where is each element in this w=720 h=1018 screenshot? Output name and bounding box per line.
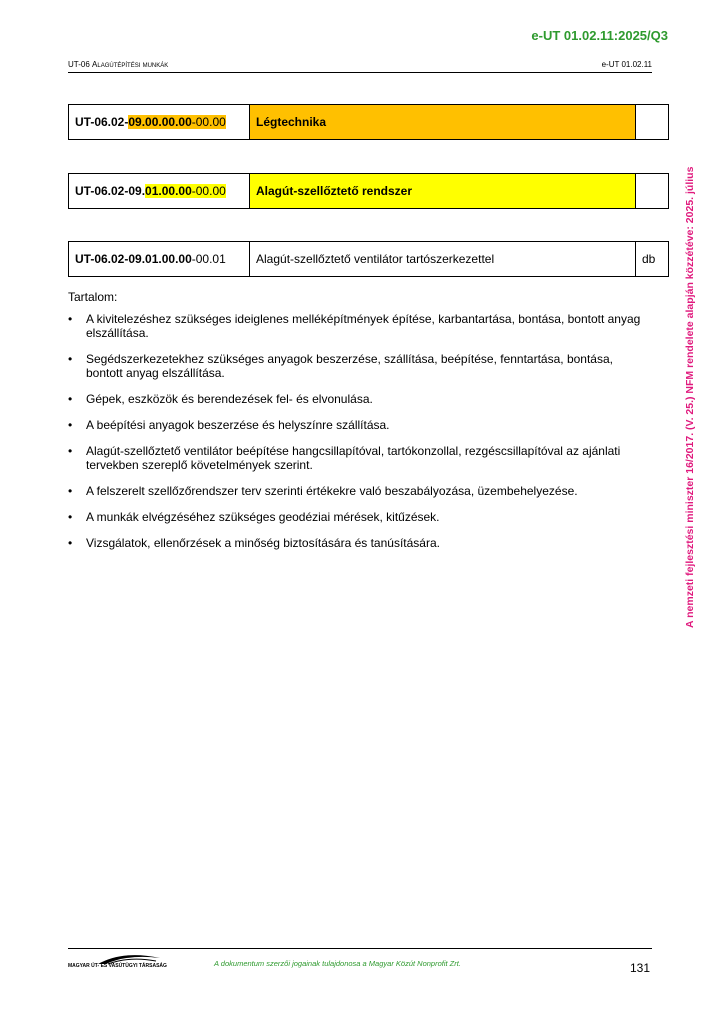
bullet-icon: • (68, 536, 73, 550)
footer-divider (68, 948, 652, 949)
item-box-legtechnika (68, 104, 669, 140)
item-code: UT-06.02-09.01.00.00-00.00 (69, 174, 250, 209)
header-doc-ref: e-UT 01.02.11 (601, 60, 652, 69)
list-item: • Alagút-szellőztető ventilátor beépítése hangcsillapítóval, tartókonzollal, rezgéscsillapítóval az ajánlati tervekben szereplő követelmények szerint. (68, 444, 621, 472)
list-item: • Vizsgálatok, ellenőrzések a minőség biztosítására és tanúsítására. (68, 536, 440, 550)
society-logo-text: MAGYAR ÚT- ÉS VASÚTÜGYI TÁRSASÁG (68, 963, 167, 969)
bullet-icon: • (68, 392, 73, 406)
item-label: Alagút-szellőztető rendszer (250, 174, 636, 209)
list-item: • A munkák elvégzéséhez szükséges geodéziai mérések, kitűzések. (68, 510, 440, 524)
document-code: e-UT 01.02.11:2025/Q3 (531, 28, 668, 43)
content-list (68, 312, 648, 562)
content-heading: Tartalom: (68, 290, 118, 304)
bullet-icon: • (68, 444, 73, 458)
item-code: UT-06.02-09.00.00.00-00.00 (69, 105, 250, 140)
header-chapter-title: UT-06 Alagútépítési munkák (68, 60, 169, 69)
item-code: UT-06.02-09.01.00.00-00.01 (69, 242, 250, 277)
page-number: 131 (629, 961, 650, 975)
item-unit (636, 105, 669, 140)
list-item: • Gépek, eszközök és berendezések fel- és elvonulása. (68, 392, 373, 406)
item-unit: db (636, 242, 669, 277)
list-item: • A kivitelezéshez szükséges ideiglenes melléképítmények építése, karbantartása, bontása, bontott anyag elszállítása. (68, 312, 641, 340)
item-label: Alagút-szellőztető ventilátor tartószerkezettel (250, 242, 636, 277)
item-box-ventilator (68, 241, 669, 277)
item-unit (636, 174, 669, 209)
list-item: • A beépítési anyagok beszerzése és helyszínre szállítása. (68, 418, 390, 432)
bullet-icon: • (68, 312, 73, 326)
bullet-icon: • (68, 510, 73, 524)
item-label: Légtechnika (250, 105, 636, 140)
item-box-alagut-szellozteto-rendszer (68, 173, 669, 209)
bullet-icon: • (68, 418, 73, 432)
bullet-icon: • (68, 352, 73, 366)
publication-side-note: A nemzeti fejlesztési miniszter 16/2017. (V. 25.) NFM rendelete alapján közzétéve: 2025. július (684, 166, 696, 628)
page-header (68, 60, 652, 73)
list-item: • A felszerelt szellőzőrendszer terv szerinti értékekre való beszabályozása, üzembehelyezése. (68, 484, 578, 498)
bullet-icon: • (68, 484, 73, 498)
copyright-note: A dokumentum szerzői jogainak tulajdonosa a Magyar Közút Nonprofit Zrt. (214, 959, 461, 968)
list-item: • Segédszerkezetekhez szükséges anyagok beszerzése, szállítása, beépítése, fenntartása, bontása, bontott anyag elszállítása. (68, 352, 613, 380)
